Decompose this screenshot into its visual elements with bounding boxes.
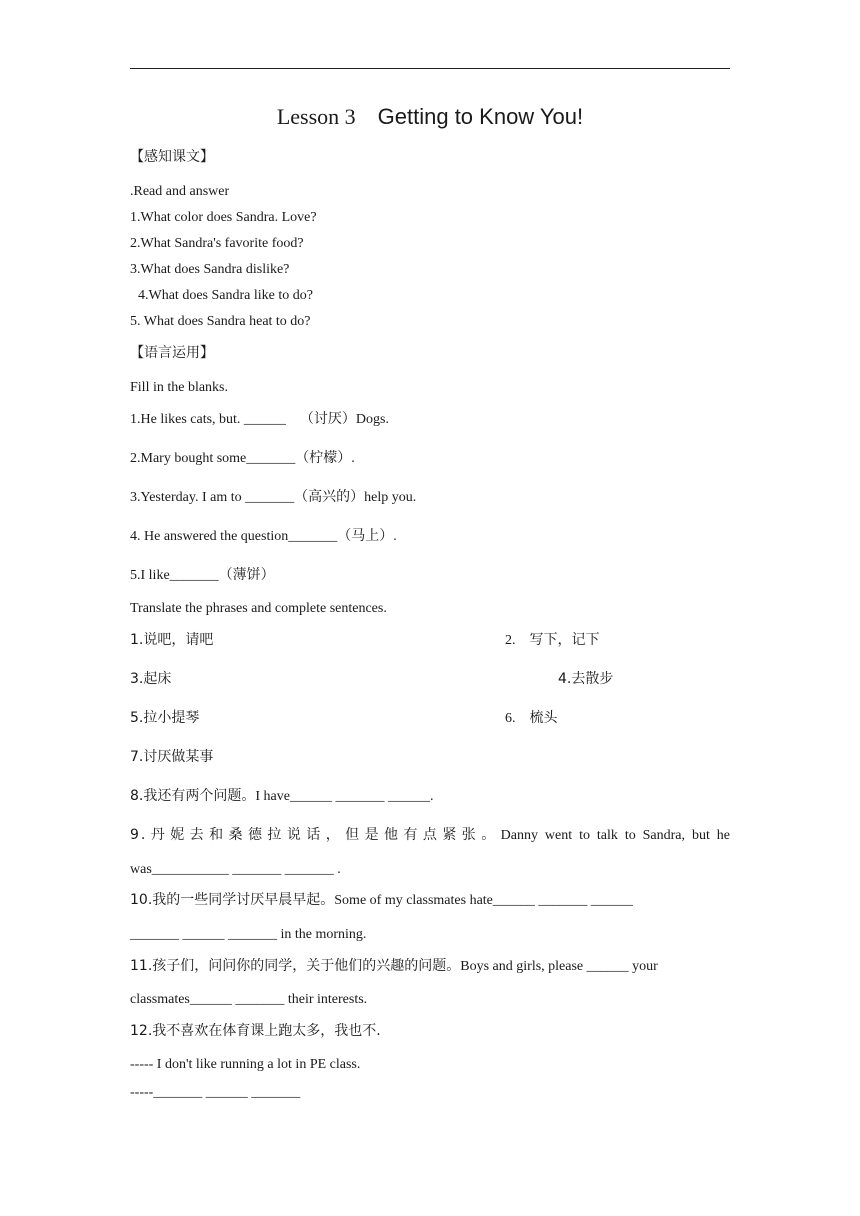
phrase-3: 3.起床	[130, 671, 172, 687]
sentence-10-line-2: _______ ______ _______ in the morning.	[130, 927, 367, 942]
fill-item-1: 1.He likes cats, but. ______ （讨厌）Dogs.	[130, 411, 389, 427]
sentence-9: 9.丹妮去和桑德拉说话，但是他有点紧张。Danny went to talk to Sandra, but he	[130, 827, 731, 843]
fill-item-5: 5.I like_______（薄饼）	[130, 567, 275, 583]
sentence-12-line-1: ----- I don't like running a lot in PE class.	[130, 1057, 361, 1072]
fill-item-3: 3.Yesterday. I am to _______（高兴的）help you.	[130, 489, 417, 505]
sentence-12-line-2: -----_______ ______ _______	[130, 1085, 301, 1100]
lesson-name: Getting to Know You!	[377, 104, 584, 129]
phrase-7: 7.讨厌做某事	[130, 749, 214, 765]
question-1: 1.What color does Sandra. Love?	[130, 210, 317, 225]
read-instruction: .Read and answer	[130, 184, 230, 199]
header-rule	[130, 68, 730, 69]
sentence-11-line-2: classmates______ _______ their interests.	[130, 992, 368, 1007]
sentence-11: 11.孩子们，问问你的同学，关于他们的兴趣的问题。Boys and girls, please ______ your	[130, 958, 658, 974]
fill-instruction: Fill in the blanks.	[130, 380, 228, 395]
fill-item-4: 4. He answered the question_______（马上）.	[130, 528, 397, 544]
section-heading-language: 【语言运用】	[130, 345, 214, 361]
phrase-5: 5.拉小提琴	[130, 710, 200, 726]
sentence-10: 10.我的一些同学讨厌早晨早起。Some of my classmates hate______ _______ ______	[130, 892, 633, 908]
phrase-4: 4.去散步	[558, 671, 614, 687]
page-title	[0, 106, 860, 128]
question-4: 4.What does Sandra like to do?	[138, 288, 313, 303]
question-3: 3.What does Sandra dislike?	[130, 262, 290, 277]
sentence-9-line-2: was___________ _______ _______ .	[130, 862, 341, 877]
section-heading-perceive: 【感知课文】	[130, 149, 214, 165]
phrase-1: 1.说吧，请吧	[130, 632, 214, 648]
lesson-number: Lesson 3	[276, 104, 356, 129]
question-5: 5. What does Sandra heat to do?	[130, 314, 311, 329]
fill-item-2: 2.Mary bought some_______（柠檬）.	[130, 450, 355, 466]
question-2: 2.What Sandra's favorite food?	[130, 236, 304, 251]
sentence-8: 8.我还有两个问题。I have______ _______ ______.	[130, 788, 434, 804]
sentence-12: 12.我不喜欢在体育课上跑太多，我也不.	[130, 1023, 381, 1039]
phrase-6: 6. 梳头	[505, 710, 558, 726]
phrase-2: 2. 写下，记下	[505, 632, 600, 648]
translate-instruction: Translate the phrases and complete sentences.	[130, 601, 387, 616]
